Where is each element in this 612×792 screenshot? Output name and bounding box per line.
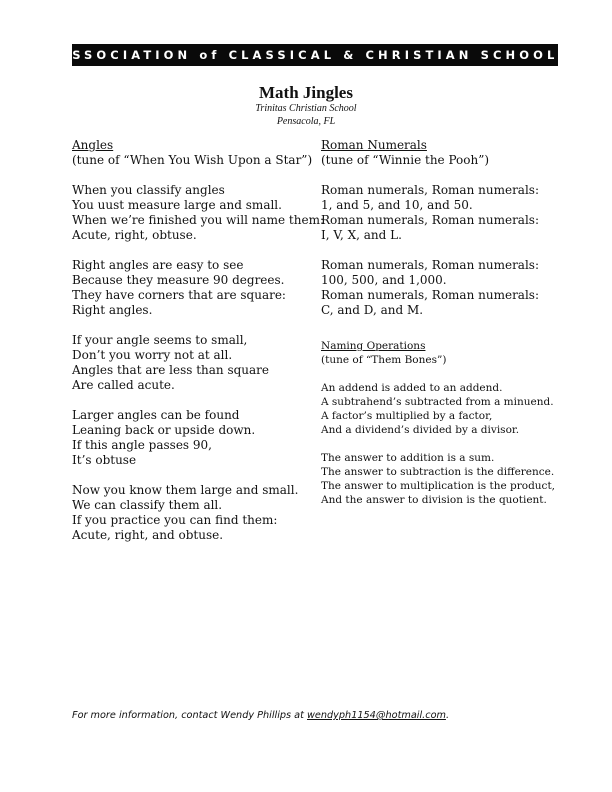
- lyric-line: Acute, right, and obtuse.: [72, 528, 224, 542]
- naming-operations-section: [321, 339, 561, 507]
- stanza: [72, 258, 312, 318]
- lyric-line: If your angle seems to small,: [72, 333, 248, 347]
- lyric-line: Roman numerals, Roman numerals:: [321, 213, 539, 227]
- lyric-line: You uust measure large and small.: [72, 198, 282, 212]
- lyric-line: And the answer to division is the quotient.: [321, 494, 547, 506]
- lyric-line: A subtrahend’s subtracted from a minuend.: [321, 396, 554, 408]
- school-name: Trinitas Christian School: [255, 103, 357, 114]
- lyric-line: If you practice you can find them:: [72, 513, 278, 527]
- lyric-line: Right angles are easy to see: [72, 258, 244, 272]
- lyric-line: Don’t you worry not at all.: [72, 348, 233, 362]
- lyric-line: The answer to addition is a sum.: [321, 452, 495, 464]
- lyric-line: Roman numerals, Roman numerals:: [321, 258, 539, 272]
- lyric-line: I, V, X, and L.: [321, 228, 402, 242]
- lyric-line: When we’re finished you will name them:: [72, 213, 324, 227]
- stanza: [72, 183, 324, 243]
- lyric-line: A factor’s multiplied by a factor,: [321, 410, 493, 422]
- section-heading: Naming Operations: [321, 340, 426, 352]
- lyric-line: Because they measure 90 degrees.: [72, 273, 285, 287]
- stanza: [72, 408, 312, 468]
- lyric-line: Now you know them large and small.: [72, 483, 299, 497]
- lyric-line: 100, 500, and 1,000.: [321, 273, 447, 287]
- right-column: [321, 138, 561, 507]
- footer-period: .: [445, 710, 450, 721]
- tune-note: (tune of “When You Wish Upon a Star”): [72, 153, 313, 167]
- stanza: [321, 451, 561, 507]
- lyric-line: An addend is added to an addend.: [321, 382, 503, 394]
- lyric-line: Acute, right, obtuse.: [72, 228, 197, 242]
- stanza-list: [321, 381, 561, 507]
- footer-contact: [72, 710, 449, 721]
- footer-text: For more information, contact Wendy Phillips at: [72, 710, 307, 721]
- stanza: [72, 483, 312, 543]
- roman-numerals-section: [321, 138, 561, 318]
- lyric-line: Right angles.: [72, 303, 153, 317]
- stanza: [321, 258, 561, 318]
- lyric-line: 1, and 5, and 10, and 50.: [321, 198, 473, 212]
- lyric-line: C, and D, and M.: [321, 303, 424, 317]
- school-location: Pensacola, FL: [276, 116, 336, 127]
- header-banner: ASSOCIATION of CLASSICAL & CHRISTIAN SCHOOLS: [72, 44, 558, 66]
- lyric-line: They have corners that are square:: [72, 288, 286, 302]
- section-heading: Angles: [72, 138, 114, 152]
- lyric-line: We can classify them all.: [72, 498, 223, 512]
- lyric-line: Roman numerals, Roman numerals:: [321, 183, 539, 197]
- lyric-line: It’s obtuse: [72, 453, 137, 467]
- stanza: [72, 333, 312, 393]
- lyric-line: Leaning back or upside down.: [72, 423, 256, 437]
- stanza-list: [72, 183, 324, 543]
- stanza: [321, 381, 561, 437]
- section-heading: Roman Numerals: [321, 138, 427, 152]
- lyric-line: When you classify angles: [72, 183, 225, 197]
- lyric-line: Roman numerals, Roman numerals:: [321, 288, 539, 302]
- page-title: Math Jingles: [259, 83, 353, 102]
- stanza: [321, 183, 561, 243]
- contact-email-link[interactable]: wendyph1154@hotmail.com: [307, 710, 446, 721]
- tune-note: (tune of “Winnie the Pooh”): [321, 153, 490, 167]
- lyric-line: The answer to multiplication is the product,: [321, 480, 555, 492]
- lyric-line: If this angle passes 90,: [72, 438, 212, 452]
- tune-note: (tune of “Them Bones”): [321, 354, 447, 366]
- lyric-line: Larger angles can be found: [72, 408, 240, 422]
- lyric-line: Angles that are less than square: [72, 363, 270, 377]
- stanza-list: [321, 183, 561, 318]
- lyric-line: Are called acute.: [72, 378, 175, 392]
- lyric-line: And a dividend’s divided by a divisor.: [321, 424, 520, 436]
- lyric-line: The answer to subtraction is the difference.: [321, 466, 555, 478]
- angles-section: [72, 138, 324, 543]
